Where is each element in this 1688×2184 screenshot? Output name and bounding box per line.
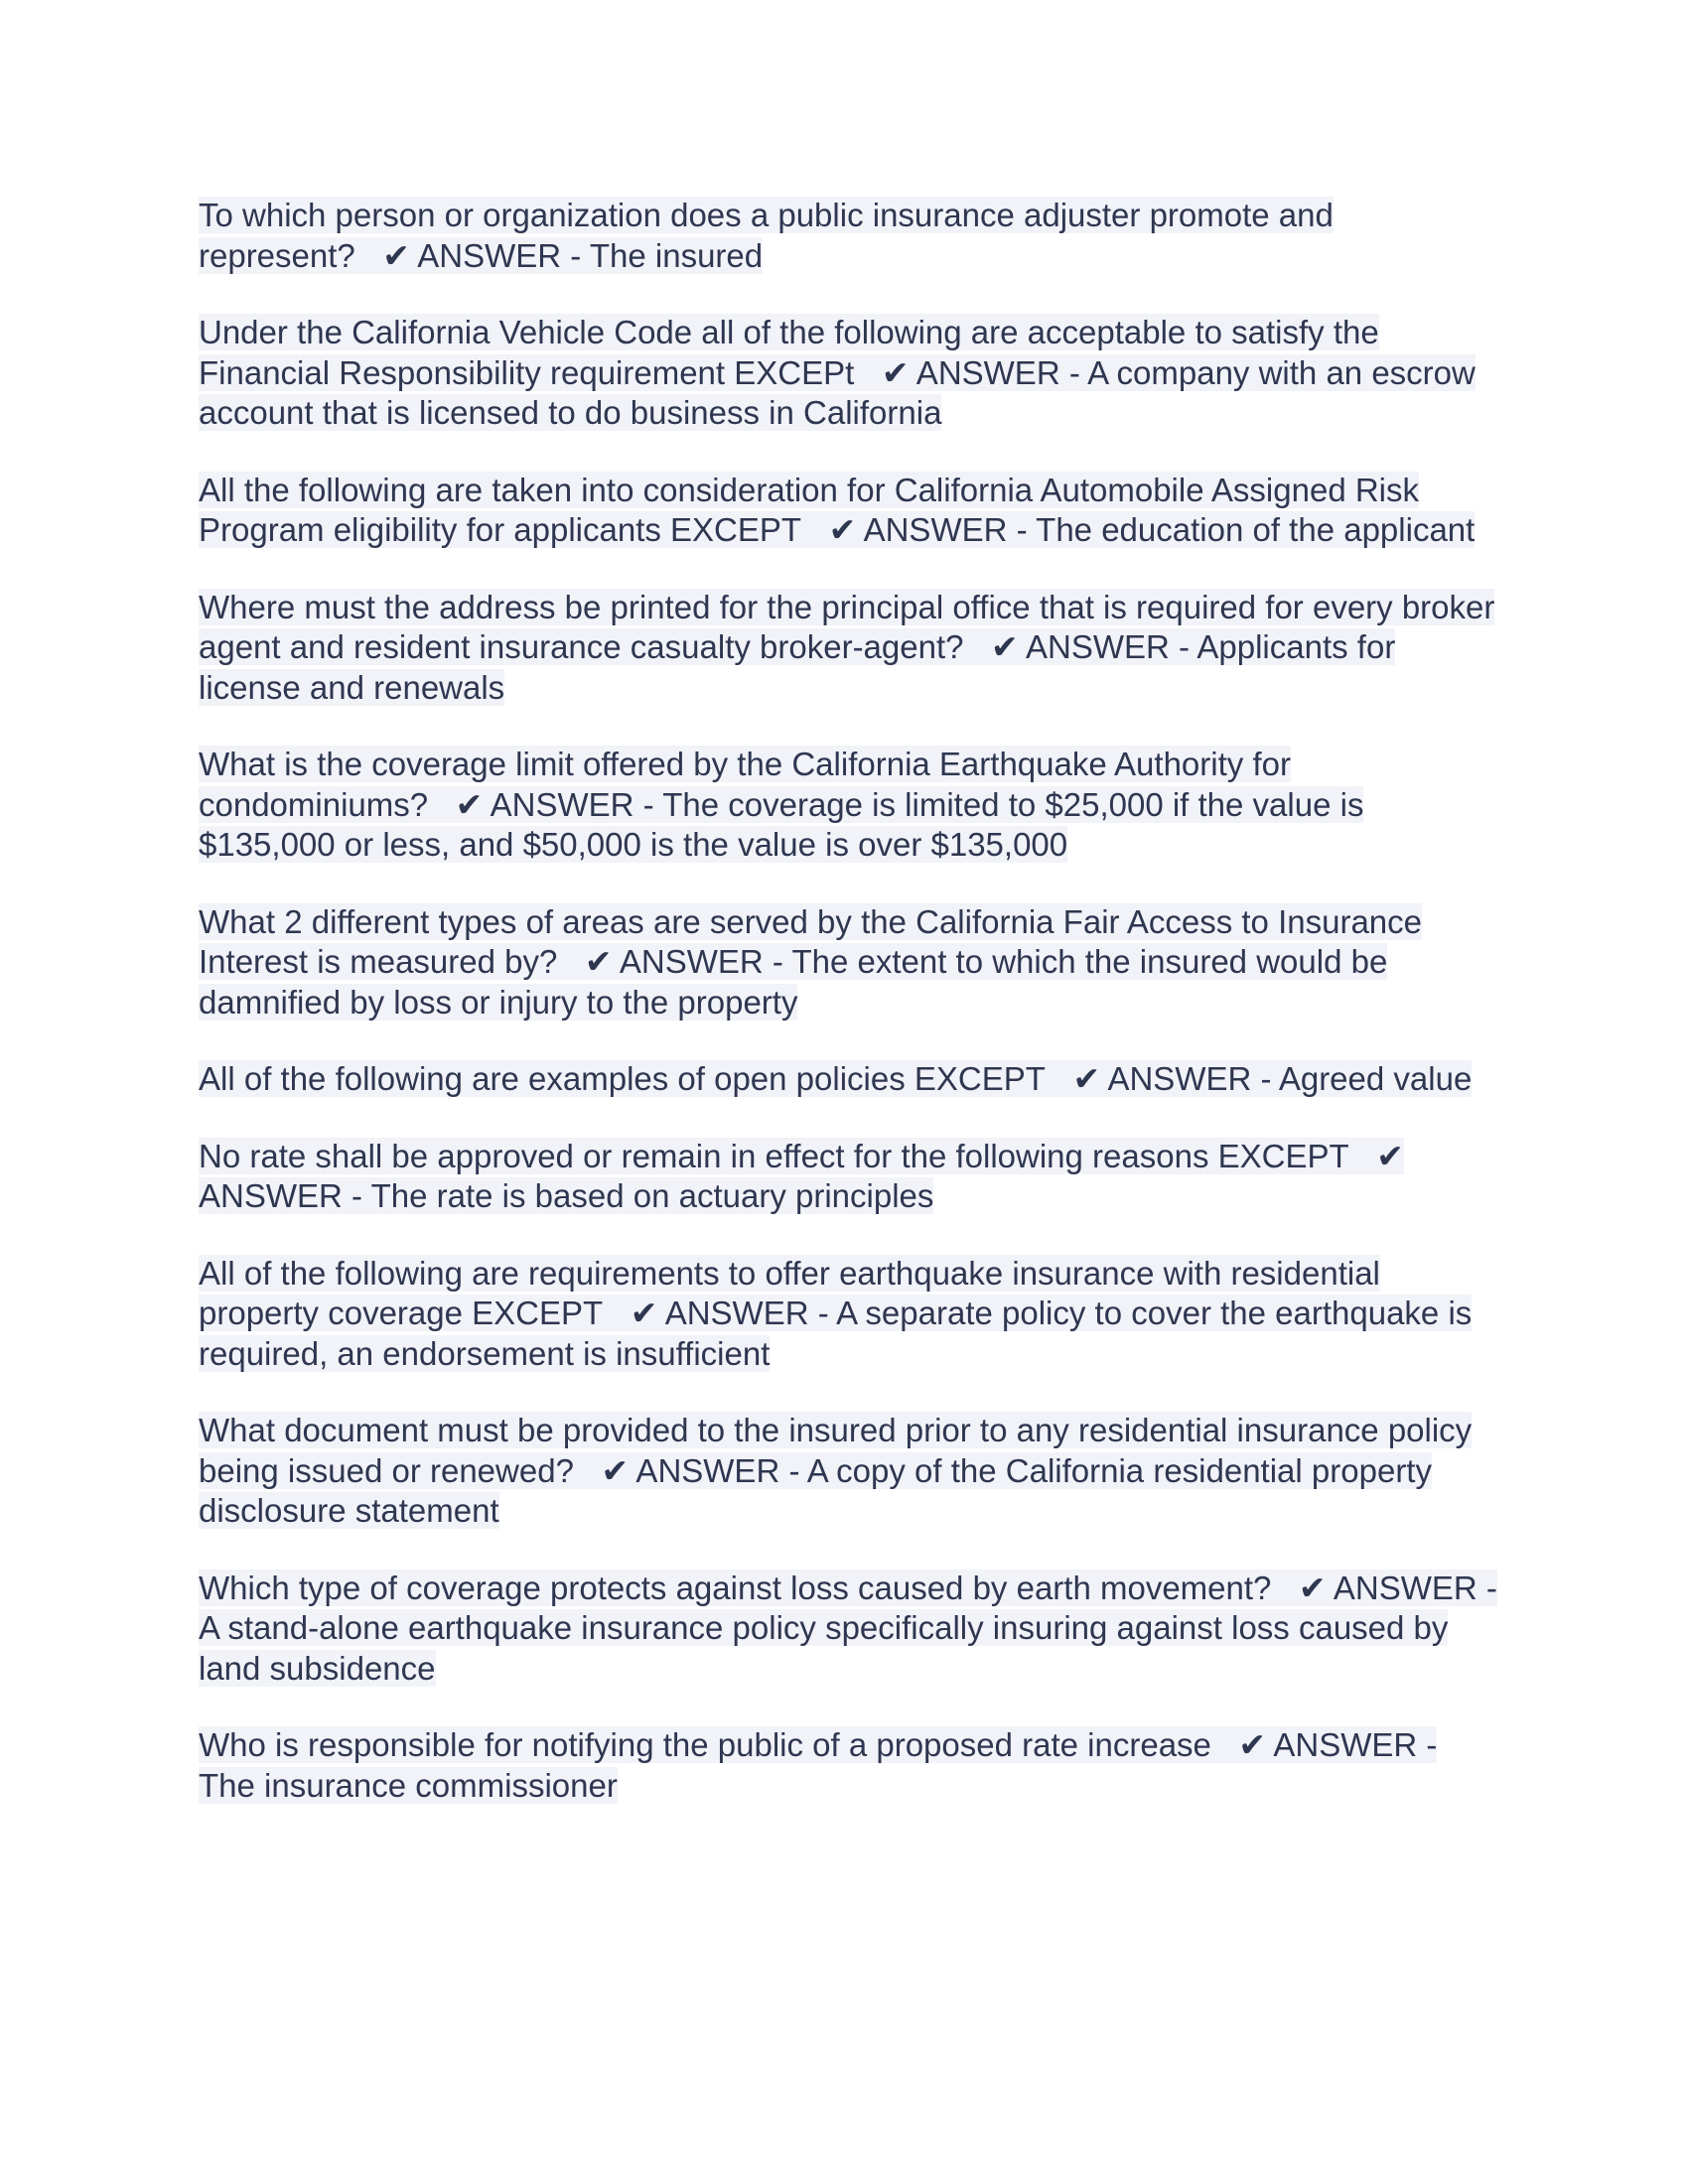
qa-item [199, 745, 1499, 866]
qa-item [199, 1725, 1499, 1806]
answer-prefix: ✔ ANSWER - [828, 511, 1037, 548]
answer-text: The rate is based on actuary principles [370, 1177, 934, 1214]
question-text: Under the California Vehicle Code all of the following are acceptable to satisfy the Financial Responsibility requirement EXCEPt [199, 314, 1379, 391]
answer-text: The coverage is limited to $25,000 if the value is $135,000 or less, and $50,000 is the value is over $135,000 [199, 785, 1364, 863]
answer-prefix: ✔ ANSWER - [991, 628, 1197, 665]
qa-item [199, 313, 1499, 434]
answer-text: The insurance commissioner [199, 1766, 618, 1804]
question-text: What document must be provided to the insured prior to any residential insurance policy being issued or renewed? [199, 1412, 1473, 1489]
answer-prefix: ✔ ANSWER - [1072, 1060, 1279, 1097]
question-text: Who is responsible for notifying the public of a proposed rate increase [199, 1726, 1211, 1763]
qa-item [199, 1411, 1499, 1532]
answer-prefix: ✔ ANSWER - [881, 353, 1088, 391]
answer-text: A copy of the California residential property disclosure statement [199, 1451, 1432, 1529]
qa-item [199, 1569, 1499, 1690]
answer-prefix: ✔ ANSWER - [382, 236, 590, 274]
qa-item [199, 1254, 1499, 1375]
question-text: No rate shall be approved or remain in effect for the following reasons EXCEPT [199, 1137, 1349, 1174]
question-text: All of the following are requirements to offer earthquake insurance with residential property coverage EXCEPT [199, 1254, 1380, 1331]
question-text: All the following are taken into consideration for California Automobile Assigned Risk Program eligibility for applicants EXCEPT [199, 471, 1420, 548]
answer-text: Applicants for license and renewals [199, 628, 1396, 706]
answer-prefix: ✔ ANSWER - [455, 785, 663, 823]
answer-text: The insured [589, 236, 764, 274]
qa-item [199, 471, 1499, 551]
answer-prefix: ✔ ANSWER - [630, 1295, 837, 1331]
document-page [199, 196, 1499, 1843]
qa-item [199, 1137, 1499, 1217]
answer-text: A company with an escrow account that is licensed to do business in California [199, 353, 1476, 431]
answer-prefix: ✔ ANSWER - [601, 1451, 807, 1489]
qa-item [199, 902, 1499, 1024]
answer-text: A separate policy to cover the earthquake is required, an endorsement is insufficient [199, 1295, 1473, 1372]
answer-text: A stand-alone earthquake insurance policy specifically insuring against loss caused by land subsidence [199, 1609, 1449, 1687]
answer-text: The extent to which the insured would be damnified by loss or injury to the property [199, 943, 1388, 1021]
qa-item [199, 588, 1499, 709]
qa-item [199, 196, 1499, 276]
question-text: All of the following are examples of open policies EXCEPT [199, 1060, 1046, 1097]
answer-prefix: ✔ ANSWER - [199, 1137, 1404, 1214]
answer-text: The education of the applicant [1036, 511, 1476, 548]
answer-text: Agreed value [1278, 1060, 1473, 1097]
answer-prefix: ✔ ANSWER - [1298, 1569, 1497, 1606]
question-text: What 2 different types of areas are served by the California Fair Access to Insurance Interest is measured by? [199, 902, 1423, 980]
question-text: What is the coverage limit offered by the California Earthquake Authority for condominiums? [199, 746, 1291, 823]
answer-prefix: ✔ ANSWER - [1238, 1726, 1438, 1763]
qa-item [199, 1059, 1499, 1100]
question-text: Which type of coverage protects against loss caused by earth movement? [199, 1569, 1272, 1606]
question-text: To which person or organization does a public insurance adjuster promote and represent? [199, 197, 1334, 274]
question-text: Where must the address be printed for the principal office that is required for every broker agent and resident insurance casualty broker-agent? [199, 588, 1495, 665]
answer-prefix: ✔ ANSWER - [584, 943, 792, 980]
